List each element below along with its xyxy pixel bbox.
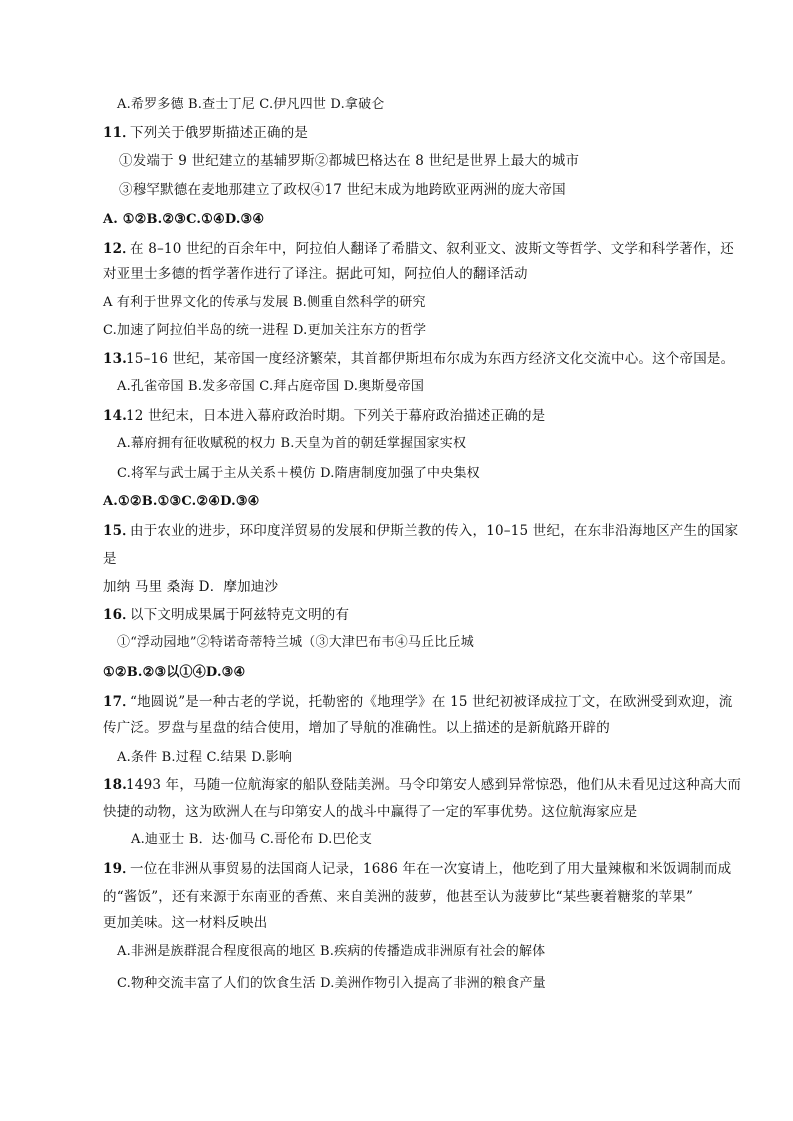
- q15-stem-line2: 是: [103, 551, 117, 567]
- q10-options: A.希罗多德 B.查士丁尼 C.伊凡四世 D.拿破仑: [117, 97, 385, 112]
- q11-number: 11．: [103, 125, 136, 141]
- q19-stem-line1: 一位在非洲从事贸易的法国商人记录，1686 年在一次宴请上，他吃到了用大量辣椒和米饭调制而成: [130, 861, 732, 877]
- q13-number: 13.: [103, 351, 128, 367]
- q13-options: A.孔雀帝国 B.发多帝国 C.拜占庭帝国 D.奥斯曼帝国: [117, 379, 425, 394]
- q19-number: 19．: [103, 861, 136, 877]
- q19-stem-line2: 的“酱饭”，还有来源于东南亚的香蕉、来自美洲的菠萝，他甚至认为菠萝比“某些裹着糖浆的苹果”: [103, 889, 694, 905]
- q15-options: 加纳 马里 桑海 D．摩加迪沙: [103, 579, 279, 595]
- q17-stem-line2: 传广泛。罗盘与星盘的结合使用，增加了导航的准确性。以上描述的是新航路开辟的: [103, 720, 610, 736]
- q13-stem: 15–16 世纪，某帝国一度经济繁荣，其首都伊斯坦布尔成为东西方经济文化交流中心。这个帝国是。: [126, 351, 735, 367]
- q17-number: 17．: [103, 694, 136, 710]
- q18-options: A.迪亚士 B．达·伽马 C.哥伦布 D.巴伦支: [131, 832, 373, 847]
- q16-number: 16．: [103, 607, 136, 623]
- q18-number: 18.: [103, 777, 128, 793]
- q16-items: ①“浮动园地”②特诺奇蒂特兰城（③大津巴布韦④马丘比丘城: [117, 635, 474, 650]
- q16-options: ①②B.②③以①④D.③④: [103, 665, 246, 680]
- q11-stem: 下列关于俄罗斯描述正确的是: [130, 125, 309, 141]
- q17-stem-line1: “地圆说”是一种古老的学说，托勒密的《地理学》在 15 世纪初被译成拉丁文，在欧洲受到欢迎，流: [130, 694, 733, 710]
- q17-options: A.条件 B.过程 C.结果 D.影响: [117, 750, 293, 765]
- q11-items-line1: ①发端于 9 世纪建立的基辅罗斯②都城巴格达在 8 世纪是世界上最大的城市: [119, 153, 580, 169]
- q19-options-line2: C.物种交流丰富了人们的饮食生活 D.美洲作物引入提高了非洲的粮食产量: [117, 976, 546, 991]
- q14-items-line2: C.将军与武士属于主从关系＋模仿 D.隋唐制度加强了中央集权: [117, 466, 480, 481]
- q12-stem-line2: 对亚里士多德的哲学著作进行了译注。据此可知，阿拉伯人的翻译活动: [103, 266, 528, 282]
- q19-stem-line3: 更加美味。这一材料反映出: [103, 915, 268, 931]
- q11-options: A. ①②B.②③C.①④D.③④: [103, 212, 265, 227]
- q12-number: 12．: [103, 241, 136, 257]
- q11-items-line2: ③穆罕默德在麦地那建立了政权④17 世纪末成为地跨欧亚两洲的庞大帝国: [119, 182, 566, 198]
- q14-stem: 12 世纪末，日本进入幕府政治时期。下列关于幕府政治描述正确的是: [126, 408, 546, 424]
- q15-stem-line1: 由于农业的进步，环印度洋贸易的发展和伊斯兰教的传入，10–15 世纪，在东非沿海地区产生的国家: [130, 523, 739, 539]
- q19-options-line1: A.非洲是族群混合程度很高的地区 B.疾病的传播造成非洲原有社会的解体: [117, 944, 546, 959]
- q12-stem-line1: 在 8–10 世纪的百余年中，阿拉伯人翻译了希腊文、叙利亚文、波斯文等哲学、文学和科学著作，还: [130, 241, 734, 257]
- q18-stem-line2: 快捷的动物，这为欧洲人在与印第安人的战斗中赢得了一定的军事优势。这位航海家应是: [103, 804, 638, 820]
- q12-options-line1: A 有利于世界文化的传承与发展 B.侧重自然科学的研究: [103, 295, 426, 310]
- q18-stem-line1: 1493 年，马随一位航海家的船队登陆美洲。马令印第安人感到异常惊恐，他们从未看见过这种高大而: [126, 777, 742, 793]
- q14-number: 14.: [103, 408, 128, 424]
- q14-items-line1: A.幕府拥有征收赋税的权力 B.天皇为首的朝廷掌握国家实权: [117, 436, 467, 451]
- q12-options-line2: C.加速了阿拉伯半岛的统一进程 D.更加关注东方的哲学: [103, 323, 427, 338]
- q16-stem: 以下文明成果属于阿兹特克文明的有: [130, 607, 350, 623]
- q14-options: A.①②B.①③C.②④D.③④: [103, 494, 260, 509]
- q15-number: 15．: [103, 523, 136, 539]
